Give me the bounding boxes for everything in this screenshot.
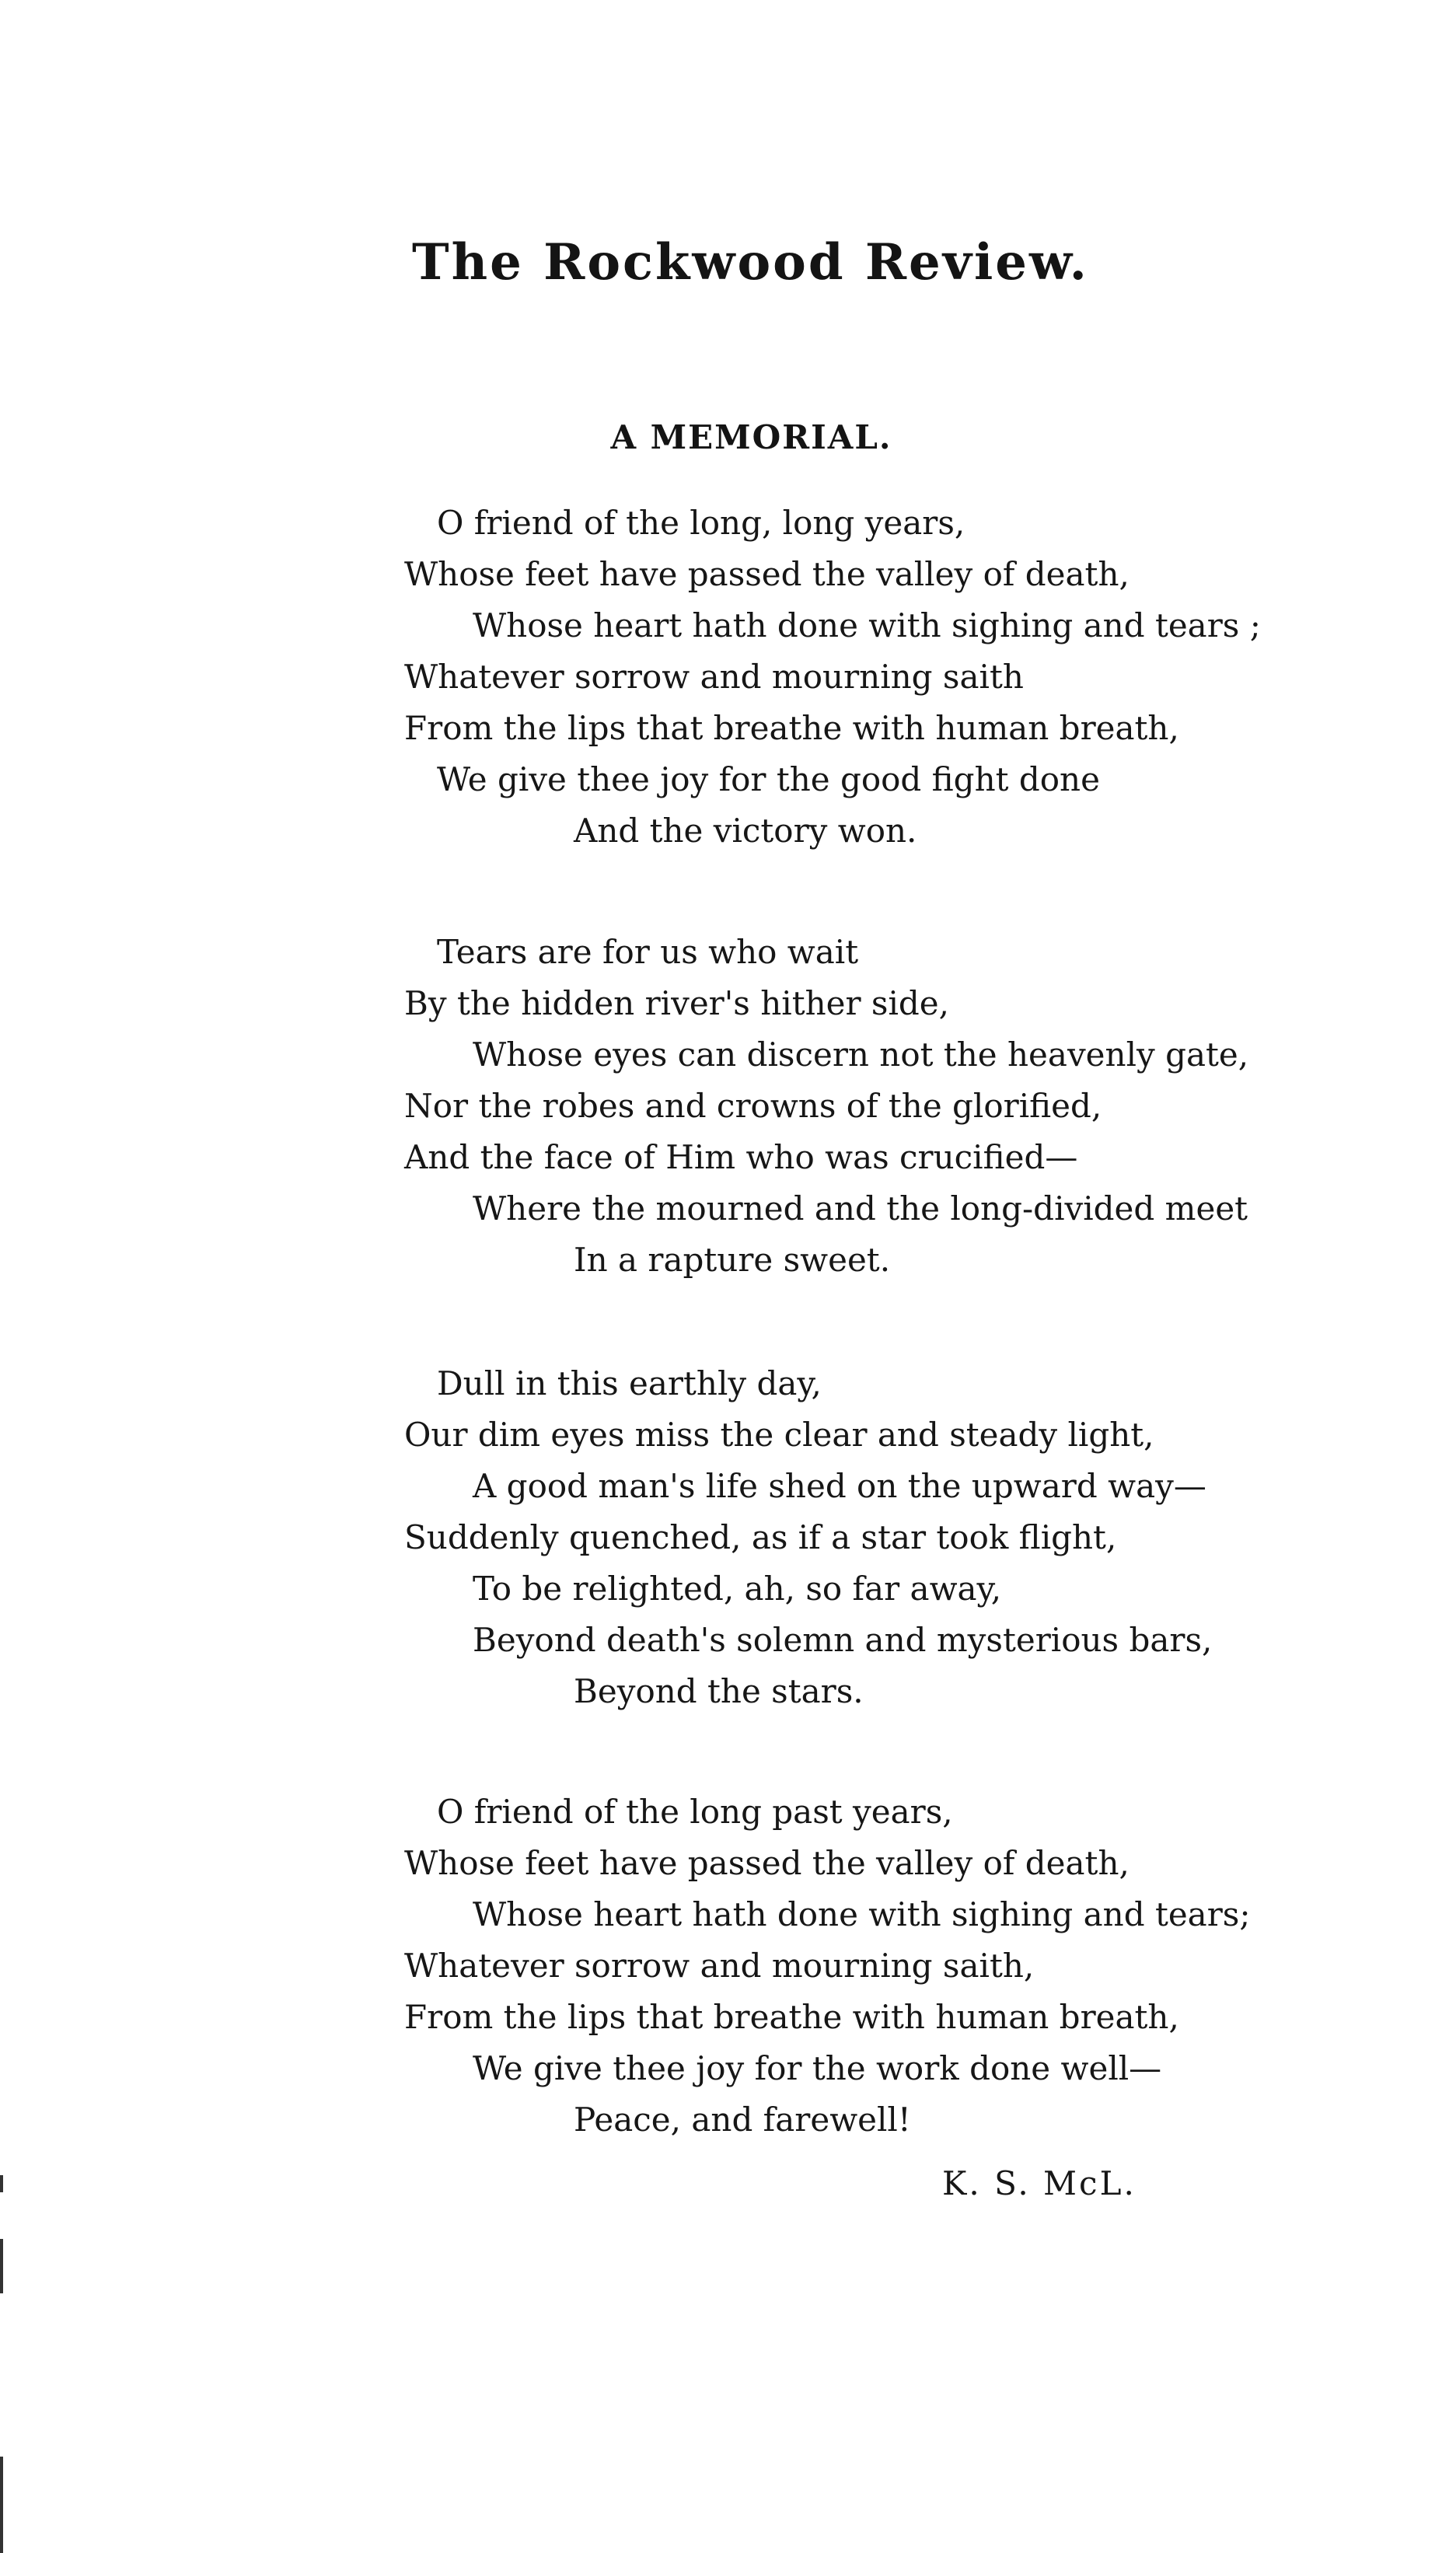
poem-line: Whatever sorrow and mourning saith (404, 658, 1024, 696)
stanza-3 (404, 1358, 1212, 1717)
margin-mark (0, 2239, 3, 2293)
poem-line: From the lips that breathe with human breath, (404, 1998, 1179, 2036)
poem-line: Tears are for us who wait (437, 933, 859, 971)
author-signature: K. S. McL. (942, 2164, 1137, 2202)
poem-title: A MEMORIAL. (610, 418, 892, 456)
margin-mark (0, 2175, 3, 2192)
stanza-1 (404, 498, 1261, 857)
poem-line: By the hidden river's hither side, (404, 984, 949, 1022)
poem-line: From the lips that breathe with human breath, (404, 709, 1179, 747)
poem-line: Nor the robes and crowns of the glorified, (404, 1087, 1102, 1125)
stanza-2 (404, 927, 1248, 1286)
poem-line: O friend of the long past years, (437, 1793, 953, 1831)
poem-line: Our dim eyes miss the clear and steady light, (404, 1416, 1154, 1454)
poem-line: Whose heart hath done with sighing and tears; (473, 1895, 1251, 1933)
poem-line: Beyond death's solemn and mysterious bars, (473, 1621, 1213, 1659)
poem-line: Dull in this earthly day, (437, 1364, 822, 1402)
poem-line: To be relighted, ah, so far away, (473, 1570, 1002, 1608)
poem-line: Where the mourned and the long-divided meet (473, 1189, 1248, 1228)
poem-line: A good man's life shed on the upward way— (473, 1467, 1206, 1505)
poem-line: Whose feet have passed the valley of death, (404, 555, 1130, 593)
poem-line: Whose heart hath done with sighing and tears ; (473, 606, 1261, 644)
poem-line: Beyond the stars. (574, 1672, 864, 1710)
poem-line: Whatever sorrow and mourning saith, (404, 1947, 1035, 1985)
stanza-4 (404, 1786, 1251, 2146)
poem-line: We give thee joy for the good fight done (437, 760, 1100, 798)
margin-mark (0, 2457, 3, 2553)
poem-line: And the victory won. (574, 812, 917, 850)
poem-line: Suddenly quenched, as if a star took flight, (404, 1518, 1117, 1556)
poem-line: O friend of the long, long years, (437, 504, 965, 542)
masthead-title: The Rockwood Review. (412, 233, 1089, 292)
poem-line: In a rapture sweet. (574, 1241, 891, 1279)
poem-line: Peace, and farewell! (574, 2101, 911, 2139)
poem-line: And the face of Him who was crucified— (404, 1138, 1078, 1176)
poem-line: Whose eyes can discern not the heavenly gate, (473, 1036, 1249, 1074)
poem-line: We give thee joy for the work done well— (473, 2049, 1162, 2087)
poem-line: Whose feet have passed the valley of death, (404, 1844, 1130, 1882)
